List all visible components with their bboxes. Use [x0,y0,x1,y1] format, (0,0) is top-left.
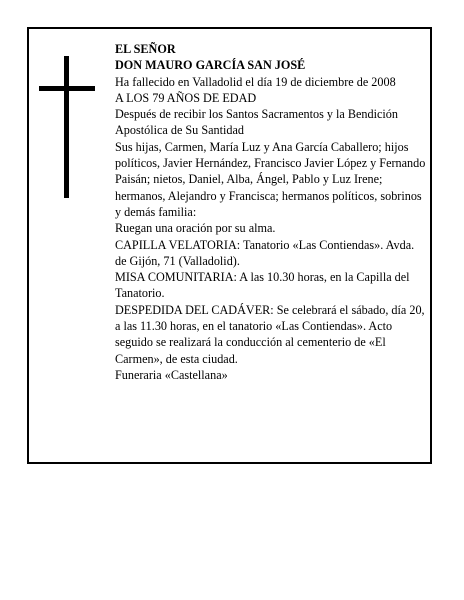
cross-horizontal-bar [39,86,95,91]
mass-info: MISA COMUNITARIA: A las 10.30 horas, en la Capilla del Tanatorio. [115,270,410,301]
funeral-home: Funeraria «Castellana» [115,367,228,382]
family-list: Sus hijas, Carmen, María Luz y Ana García Caballero; hijos políticos, Javier Hernández, Francisco Javier López y Fernando Paisán; nietos, Daniel, Alba, Ángel, Pablo y Luz Irene; hermanos, Alejandro y Francisca; hermanos políticos, sobrinos y demás familia: [115,139,426,219]
prayer-request: Ruegan una oración por su alma. [115,221,276,236]
cross-icon [39,56,99,198]
farewell-info: DESPEDIDA DEL CADÁVER: Se celebrará el sábado, día 20, a las 11.30 horas, en el tanatorio «Las Contiendas». Acto seguido se realizará la conducción al cementerio de «El Carmen», de esta ciudad. [115,302,425,366]
cross-vertical-bar [64,56,69,198]
deceased-title: EL SEÑOR [115,42,176,56]
death-announcement: Ha fallecido en Valladolid el día 19 de diciembre de 2008 [115,74,396,89]
sacraments-note: Después de recibir los Santos Sacramentos y la Bendición Apostólica de Su Santidad [115,107,398,138]
obituary-text [115,41,427,383]
deceased-name: DON MAURO GARCÍA SAN JOSÉ [115,58,306,73]
chapel-info: CAPILLA VELATORIA: Tanatorio «Las Contiendas». Avda. de Gijón, 71 (Valladolid). [115,237,415,268]
age-at-death: A LOS 79 AÑOS DE EDAD [115,90,257,105]
obituary-notice [27,27,432,464]
